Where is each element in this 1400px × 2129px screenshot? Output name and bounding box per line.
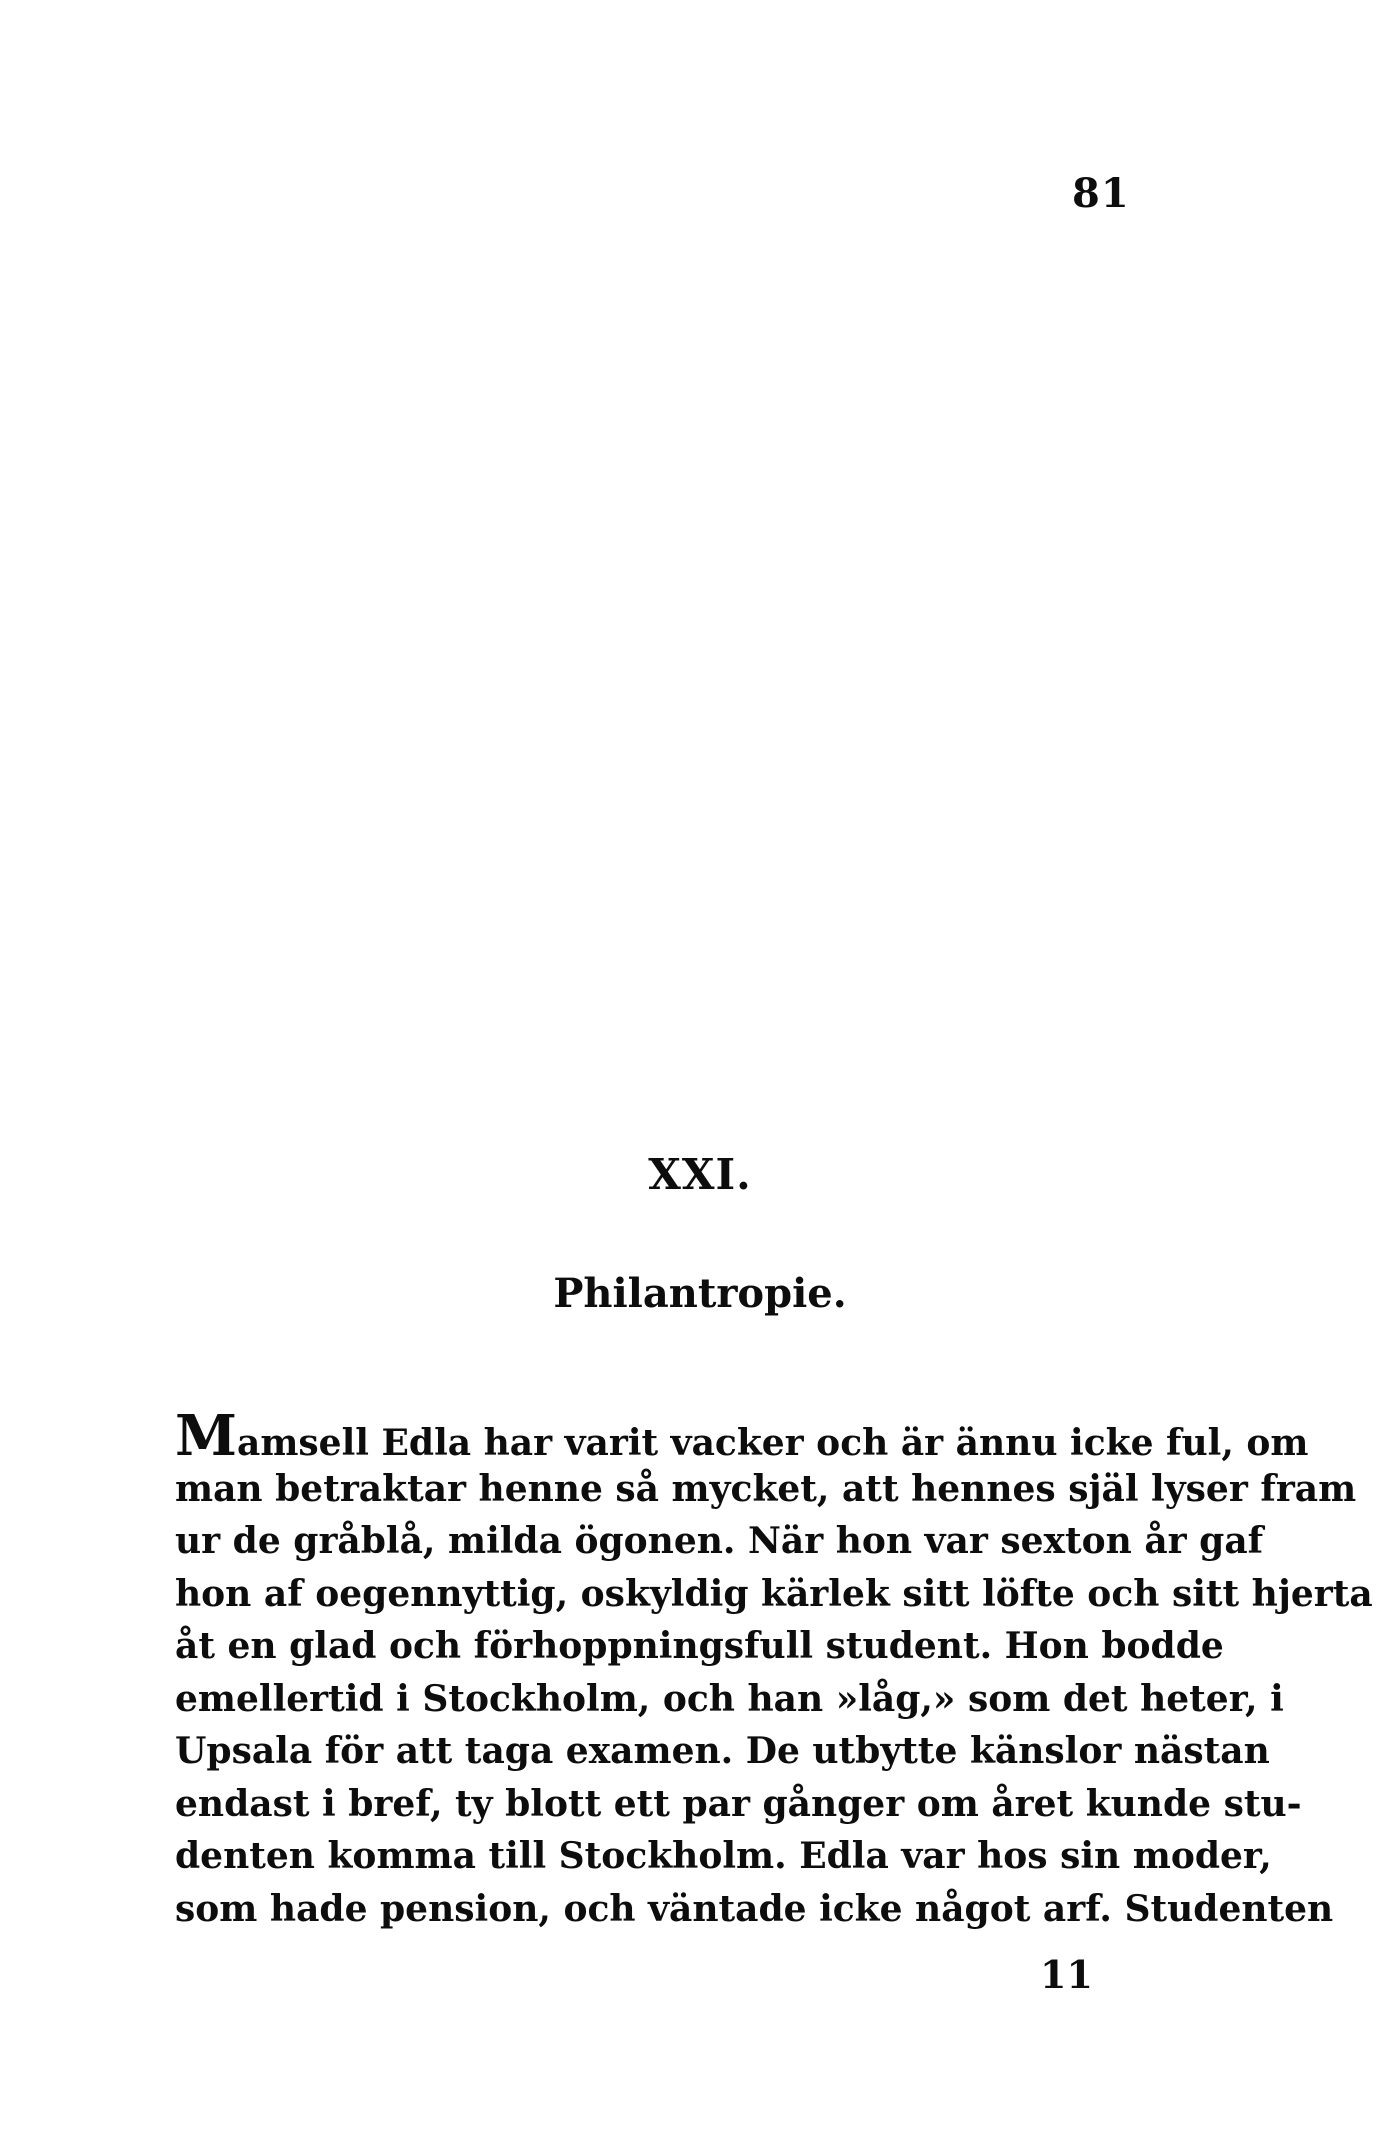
text-line-4: hon af oegennyttig, oskyldig kärlek sitt löfte och sitt hjerta [175, 1572, 1373, 1615]
text-line-9: denten komma till Stockholm. Edla var hos sin moder, [175, 1835, 1272, 1877]
text-line-8: endast i bref, ty blott ett par gånger om året kunde stu- [175, 1782, 1302, 1825]
drop-cap: M [175, 1403, 237, 1469]
body-text [175, 1403, 1373, 1935]
chapter-title: Philantropie. [553, 1270, 847, 1317]
text-line-1-content: amsell Edla har varit vacker och är ännu icke ful, om [237, 1422, 1309, 1464]
text-line-10: som hade pension, och väntade icke något arf. Studenten [175, 1887, 1334, 1930]
text-line-7: Upsala för att taga examen. De utbytte känslor nästan [175, 1730, 1270, 1772]
chapter-number: XXI. [648, 1150, 752, 1199]
signature-mark: 11 [1040, 1952, 1093, 1997]
text-line-5: åt en glad och förhoppningsfull student. Hon bodde [175, 1625, 1224, 1667]
text-line-3: ur de gråblå, milda ögonen. När hon var sexton år gaf [175, 1520, 1264, 1562]
text-line-2: man betraktar henne så mycket, att hennes själ lyser fram [175, 1467, 1357, 1510]
page-number: 81 [1072, 170, 1130, 217]
text-line-1 [175, 1403, 1309, 1469]
text-line-6: emellertid i Stockholm, och han »låg,» som det heter, i [175, 1677, 1284, 1720]
